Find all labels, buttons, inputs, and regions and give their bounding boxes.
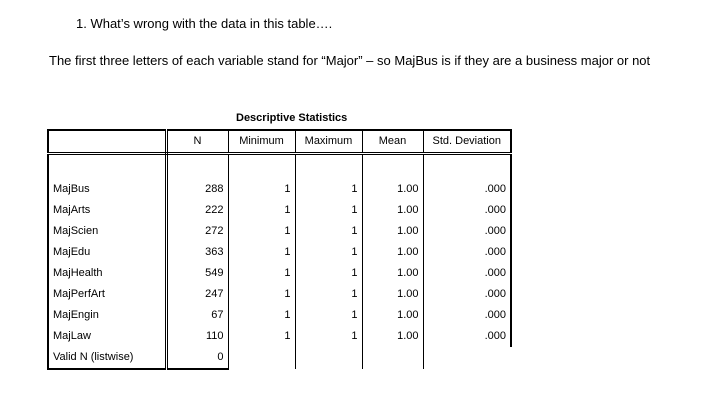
cell-maximum: 1 <box>295 305 362 326</box>
header-n: N <box>166 130 228 154</box>
cell-mean: 1.00 <box>362 326 423 347</box>
question-heading: 1. What’s wrong with the data in this table…. <box>76 16 333 31</box>
valid-n-value: 0 <box>166 347 228 369</box>
cell-maximum: 1 <box>295 179 362 200</box>
table-title: Descriptive Statistics <box>236 112 348 124</box>
cell-std-deviation: .000 <box>423 263 511 284</box>
table-header-row <box>48 130 511 154</box>
cell-minimum: 1 <box>228 221 295 242</box>
cell-n: 110 <box>166 326 228 347</box>
cell-n: 272 <box>166 221 228 242</box>
table-row <box>48 200 511 221</box>
header-mean: Mean <box>362 130 423 154</box>
cell-mean: 1.00 <box>362 263 423 284</box>
spacer-row <box>48 154 511 180</box>
row-label: MajLaw <box>48 326 166 347</box>
cell-maximum: 1 <box>295 263 362 284</box>
cell-std-deviation: .000 <box>423 305 511 326</box>
header-std-deviation: Std. Deviation <box>423 130 511 154</box>
cell-std-deviation: .000 <box>423 221 511 242</box>
header-corner-cell <box>48 130 166 154</box>
cell-std-deviation: .000 <box>423 179 511 200</box>
cell-n: 288 <box>166 179 228 200</box>
cell-mean: 1.00 <box>362 221 423 242</box>
row-label: MajBus <box>48 179 166 200</box>
cell-n: 247 <box>166 284 228 305</box>
cell-maximum: 1 <box>295 284 362 305</box>
cell-n: 222 <box>166 200 228 221</box>
cell-std-deviation: .000 <box>423 242 511 263</box>
table-row <box>48 221 511 242</box>
table-row <box>48 284 511 305</box>
row-label: MajPerfArt <box>48 284 166 305</box>
header-maximum: Maximum <box>295 130 362 154</box>
table-row <box>48 263 511 284</box>
cell-std-deviation: .000 <box>423 284 511 305</box>
cell-maximum: 1 <box>295 242 362 263</box>
cell-maximum: 1 <box>295 200 362 221</box>
valid-n-label: Valid N (listwise) <box>48 347 166 369</box>
cell-mean: 1.00 <box>362 305 423 326</box>
cell-minimum: 1 <box>228 284 295 305</box>
row-label: MajEngin <box>48 305 166 326</box>
cell-std-deviation: .000 <box>423 200 511 221</box>
table-row <box>48 326 511 347</box>
cell-mean: 1.00 <box>362 179 423 200</box>
cell-minimum: 1 <box>228 200 295 221</box>
cell-minimum: 1 <box>228 179 295 200</box>
table-row <box>48 242 511 263</box>
cell-n: 363 <box>166 242 228 263</box>
cell-mean: 1.00 <box>362 284 423 305</box>
descriptive-statistics-table <box>47 129 512 370</box>
cell-mean: 1.00 <box>362 242 423 263</box>
row-label: MajArts <box>48 200 166 221</box>
row-label: MajEdu <box>48 242 166 263</box>
cell-n: 549 <box>166 263 228 284</box>
table-row <box>48 305 511 326</box>
cell-minimum: 1 <box>228 305 295 326</box>
cell-minimum: 1 <box>228 242 295 263</box>
cell-maximum: 1 <box>295 326 362 347</box>
cell-minimum: 1 <box>228 263 295 284</box>
cell-minimum: 1 <box>228 326 295 347</box>
intro-paragraph: The first three letters of each variable stand for “Major” – so MajBus is if they are a business major or not <box>49 53 651 68</box>
cell-maximum: 1 <box>295 221 362 242</box>
cell-n: 67 <box>166 305 228 326</box>
row-label: MajScien <box>48 221 166 242</box>
valid-n-row <box>48 347 511 369</box>
cell-std-deviation: .000 <box>423 326 511 347</box>
table-row <box>48 179 511 200</box>
header-minimum: Minimum <box>228 130 295 154</box>
cell-mean: 1.00 <box>362 200 423 221</box>
row-label: MajHealth <box>48 263 166 284</box>
